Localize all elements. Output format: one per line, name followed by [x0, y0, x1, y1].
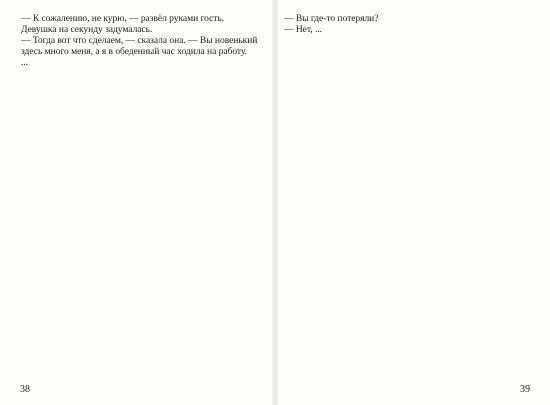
- right-page-text: [284, 13, 529, 35]
- page-number-right: 39: [520, 384, 530, 395]
- text-line: — Нет, ...: [284, 24, 322, 36]
- text-line: здесь много меня, а я в обеденный час ходила на работу.: [21, 46, 248, 58]
- text-line: Девушка на секунду задумалась.: [21, 24, 153, 36]
- text-line: ...: [21, 57, 29, 69]
- right-page: [276, 0, 550, 405]
- text-line: — Вы где-то потеряли?: [284, 13, 379, 24]
- left-page-text: [21, 13, 268, 68]
- text-line: — Тогда вот что сделаем, — сказала она. — Вы новенький: [21, 35, 258, 47]
- text-line: — К сожалению, не курю, — развёл руками гость.: [21, 13, 225, 24]
- left-page: [0, 0, 274, 405]
- page-number-left: 38: [20, 384, 30, 395]
